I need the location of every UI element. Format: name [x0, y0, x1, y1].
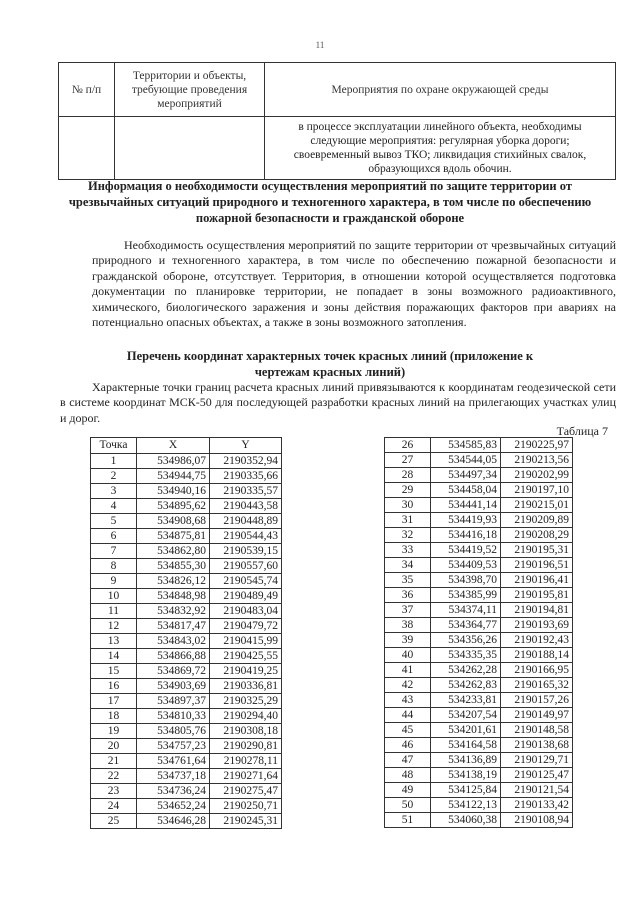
- point-number-cell: 49: [385, 783, 431, 798]
- table-row: [385, 513, 573, 528]
- table-row: [91, 514, 282, 529]
- emergency-paragraph-text: Необходимость осуществления мероприятий по защите территории от чрезвычайных ситуаций природного и техногенного характера, в том числе по обеспечению пожарной безопасности и гражданской обороне, отсутствует. Территория, в отношении которой осуществляется подготовка документации по планировке территории, не попадает в зоны возможного радиоактивного, химического, биологического заражения и зоны действия поражающих факторов при авариях на потенциально опасных объектах, а также в зоны возможного затопления.: [92, 238, 616, 330]
- point-number-cell: 13: [91, 634, 137, 649]
- table-row: [385, 798, 573, 813]
- y-coordinate-cell: 2190271,64: [210, 769, 282, 784]
- x-coordinate-cell: 534895,62: [137, 499, 210, 514]
- table-row: [385, 663, 573, 678]
- point-number-cell: 25: [91, 814, 137, 829]
- table-row: [385, 438, 573, 453]
- y-coordinate-cell: 2190192,43: [501, 633, 573, 648]
- x-coordinate-cell: 534817,47: [137, 619, 210, 634]
- point-number-cell: 18: [91, 709, 137, 724]
- x-coordinate-cell: 534122,13: [431, 798, 501, 813]
- point-number-cell: 43: [385, 693, 431, 708]
- coordinates-paragraph: [60, 380, 616, 426]
- y-coordinate-cell: 2190108,94: [501, 813, 573, 828]
- x-coordinate-cell: 534848,98: [137, 589, 210, 604]
- table-row: [91, 694, 282, 709]
- column-header-territories: Территории и объекты, требующие проведения мероприятий: [115, 63, 265, 117]
- point-number-cell: 9: [91, 574, 137, 589]
- point-number-cell: 4: [91, 499, 137, 514]
- point-number-cell: 34: [385, 558, 431, 573]
- table-row: [91, 469, 282, 484]
- point-number-cell: 50: [385, 798, 431, 813]
- table-row: [91, 559, 282, 574]
- x-coordinate-cell: 534908,68: [137, 514, 210, 529]
- x-coordinate-cell: 534810,33: [137, 709, 210, 724]
- point-number-cell: 33: [385, 543, 431, 558]
- table-row: [385, 603, 573, 618]
- x-coordinate-cell: 534398,70: [431, 573, 501, 588]
- y-coordinate-cell: 2190352,94: [210, 454, 282, 469]
- measures-text-cell: в процессе эксплуатации линейного объекта, необходимы следующие мероприятия: регулярная уборка дороги; своевременный вывоз ТКО; ликвидация стихийных свалок, образующихся вдоль обочин.: [265, 117, 616, 180]
- table-row: [91, 679, 282, 694]
- coordinates-table-left: [90, 437, 282, 829]
- x-coordinate-cell: 534207,54: [431, 708, 501, 723]
- y-coordinate-cell: 2190165,32: [501, 678, 573, 693]
- x-coordinate-cell: 534843,02: [137, 634, 210, 649]
- table-row: [91, 769, 282, 784]
- y-coordinate-cell: 2190195,31: [501, 543, 573, 558]
- point-number-cell: 24: [91, 799, 137, 814]
- y-coordinate-cell: 2190129,71: [501, 753, 573, 768]
- y-coordinate-cell: 2190194,81: [501, 603, 573, 618]
- table-row: [385, 678, 573, 693]
- point-number-cell: 16: [91, 679, 137, 694]
- y-coordinate-cell: 2190335,66: [210, 469, 282, 484]
- y-coordinate-cell: 2190557,60: [210, 559, 282, 574]
- y-coordinate-cell: 2190166,95: [501, 663, 573, 678]
- point-number-cell: 32: [385, 528, 431, 543]
- y-coordinate-cell: 2190443,58: [210, 499, 282, 514]
- x-coordinate-cell: 534385,99: [431, 588, 501, 603]
- table-caption: Таблица 7: [556, 424, 608, 438]
- table-row: [385, 753, 573, 768]
- point-number-cell: 44: [385, 708, 431, 723]
- x-coordinate-cell: 534419,52: [431, 543, 501, 558]
- table-row: [91, 784, 282, 799]
- table-row: [385, 588, 573, 603]
- table-row: [385, 813, 573, 828]
- x-coordinate-cell: 534497,34: [431, 468, 501, 483]
- point-number-cell: 12: [91, 619, 137, 634]
- table-row: [91, 484, 282, 499]
- x-coordinate-cell: 534805,76: [137, 724, 210, 739]
- x-coordinate-cell: 534136,89: [431, 753, 501, 768]
- y-coordinate-cell: 2190294,40: [210, 709, 282, 724]
- point-number-cell: 19: [91, 724, 137, 739]
- y-coordinate-cell: 2190148,58: [501, 723, 573, 738]
- y-coordinate-cell: 2190149,97: [501, 708, 573, 723]
- point-number-cell: 5: [91, 514, 137, 529]
- table-row: [385, 768, 573, 783]
- column-header-y: Y: [210, 438, 282, 454]
- y-coordinate-cell: 2190545,74: [210, 574, 282, 589]
- table-cell-empty: [115, 117, 265, 180]
- x-coordinate-cell: 534903,69: [137, 679, 210, 694]
- table-row: [385, 573, 573, 588]
- column-header-measures: Мероприятия по охране окружающей среды: [265, 63, 616, 117]
- x-coordinate-cell: 534761,64: [137, 754, 210, 769]
- table-row: [59, 117, 616, 180]
- environmental-measures-table: [58, 62, 616, 180]
- y-coordinate-cell: 2190202,99: [501, 468, 573, 483]
- point-number-cell: 39: [385, 633, 431, 648]
- table-row: [385, 618, 573, 633]
- point-number-cell: 6: [91, 529, 137, 544]
- table-row: [385, 723, 573, 738]
- x-coordinate-cell: 534585,83: [431, 438, 501, 453]
- y-coordinate-cell: 2190197,10: [501, 483, 573, 498]
- table-row: [385, 468, 573, 483]
- x-coordinate-cell: 534262,28: [431, 663, 501, 678]
- y-coordinate-cell: 2190539,15: [210, 544, 282, 559]
- table-row: [385, 498, 573, 513]
- y-coordinate-cell: 2190250,71: [210, 799, 282, 814]
- x-coordinate-cell: 534737,18: [137, 769, 210, 784]
- x-coordinate-cell: 534419,93: [431, 513, 501, 528]
- table-row: [385, 633, 573, 648]
- table-row: [385, 483, 573, 498]
- point-number-cell: 48: [385, 768, 431, 783]
- point-number-cell: 17: [91, 694, 137, 709]
- column-header-x: X: [137, 438, 210, 454]
- y-coordinate-cell: 2190278,11: [210, 754, 282, 769]
- y-coordinate-cell: 2190425,55: [210, 649, 282, 664]
- point-number-cell: 42: [385, 678, 431, 693]
- table-row: [91, 754, 282, 769]
- point-number-cell: 2: [91, 469, 137, 484]
- point-number-cell: 51: [385, 813, 431, 828]
- point-number-cell: 45: [385, 723, 431, 738]
- coordinates-paragraph-text: Характерные точки границ расчета красных линий привязываются к координатам геодезической сети в системе координат МСК-50 для последующей разработки красных линий на прилегающих участках улиц и дорог.: [60, 380, 616, 425]
- table-row: [91, 664, 282, 679]
- point-number-cell: 20: [91, 739, 137, 754]
- y-coordinate-cell: 2190419,25: [210, 664, 282, 679]
- x-coordinate-cell: 534138,19: [431, 768, 501, 783]
- y-coordinate-cell: 2190489,49: [210, 589, 282, 604]
- x-coordinate-cell: 534736,24: [137, 784, 210, 799]
- point-number-cell: 14: [91, 649, 137, 664]
- table-row: [385, 693, 573, 708]
- x-coordinate-cell: 534201,61: [431, 723, 501, 738]
- table-row: [385, 648, 573, 663]
- x-coordinate-cell: 534544,05: [431, 453, 501, 468]
- y-coordinate-cell: 2190196,51: [501, 558, 573, 573]
- y-coordinate-cell: 2190325,29: [210, 694, 282, 709]
- point-number-cell: 30: [385, 498, 431, 513]
- y-coordinate-cell: 2190415,99: [210, 634, 282, 649]
- table-row: [385, 783, 573, 798]
- table-row: [91, 814, 282, 829]
- x-coordinate-cell: 534832,92: [137, 604, 210, 619]
- y-coordinate-cell: 2190544,43: [210, 529, 282, 544]
- point-number-cell: 27: [385, 453, 431, 468]
- point-number-cell: 10: [91, 589, 137, 604]
- point-number-cell: 23: [91, 784, 137, 799]
- point-number-cell: 31: [385, 513, 431, 528]
- y-coordinate-cell: 2190335,57: [210, 484, 282, 499]
- y-coordinate-cell: 2190188,14: [501, 648, 573, 663]
- coordinates-heading: Перечень координат характерных точек красных линий (приложение к чертежам красных линий): [126, 349, 534, 379]
- x-coordinate-cell: 534335,35: [431, 648, 501, 663]
- coordinates-table-right: [384, 437, 573, 828]
- table-row: [91, 619, 282, 634]
- y-coordinate-cell: 2190215,01: [501, 498, 573, 513]
- y-coordinate-cell: 2190196,41: [501, 573, 573, 588]
- table-row: [91, 529, 282, 544]
- point-number-cell: 26: [385, 438, 431, 453]
- point-number-cell: 28: [385, 468, 431, 483]
- x-coordinate-cell: 534940,16: [137, 484, 210, 499]
- table-row: [91, 739, 282, 754]
- point-number-cell: 35: [385, 573, 431, 588]
- x-coordinate-cell: 534458,04: [431, 483, 501, 498]
- x-coordinate-cell: 534233,81: [431, 693, 501, 708]
- x-coordinate-cell: 534652,24: [137, 799, 210, 814]
- point-number-cell: 36: [385, 588, 431, 603]
- point-number-cell: 40: [385, 648, 431, 663]
- table-header-row: [91, 438, 282, 454]
- x-coordinate-cell: 534164,58: [431, 738, 501, 753]
- point-number-cell: 21: [91, 754, 137, 769]
- column-header-point: Точка: [91, 438, 137, 454]
- x-coordinate-cell: 534364,77: [431, 618, 501, 633]
- y-coordinate-cell: 2190245,31: [210, 814, 282, 829]
- table-row: [91, 649, 282, 664]
- table-row: [385, 738, 573, 753]
- point-number-cell: 38: [385, 618, 431, 633]
- emergency-paragraph: [92, 238, 616, 330]
- x-coordinate-cell: 534826,12: [137, 574, 210, 589]
- emergency-heading: Информация о необходимости осуществления мероприятий по защите территории от чрезвычайных ситуаций природного и техногенного характера, в том числе по обеспечению пожарной безопасности и гражданской обороне: [68, 179, 592, 225]
- point-number-cell: 11: [91, 604, 137, 619]
- x-coordinate-cell: 534875,81: [137, 529, 210, 544]
- table-row: [91, 709, 282, 724]
- table-row: [91, 454, 282, 469]
- x-coordinate-cell: 534356,26: [431, 633, 501, 648]
- column-header-number: № п/п: [59, 63, 115, 117]
- y-coordinate-cell: 2190209,89: [501, 513, 573, 528]
- x-coordinate-cell: 534646,28: [137, 814, 210, 829]
- point-number-cell: 8: [91, 559, 137, 574]
- y-coordinate-cell: 2190208,29: [501, 528, 573, 543]
- y-coordinate-cell: 2190275,47: [210, 784, 282, 799]
- x-coordinate-cell: 534374,11: [431, 603, 501, 618]
- y-coordinate-cell: 2190308,18: [210, 724, 282, 739]
- page-number: 11: [315, 40, 325, 50]
- table-header-row: [59, 63, 616, 117]
- table-cell-empty: [59, 117, 115, 180]
- x-coordinate-cell: 534986,07: [137, 454, 210, 469]
- x-coordinate-cell: 534416,18: [431, 528, 501, 543]
- table-row: [385, 453, 573, 468]
- y-coordinate-cell: 2190133,42: [501, 798, 573, 813]
- point-number-cell: 29: [385, 483, 431, 498]
- x-coordinate-cell: 534862,80: [137, 544, 210, 559]
- y-coordinate-cell: 2190193,69: [501, 618, 573, 633]
- y-coordinate-cell: 2190483,04: [210, 604, 282, 619]
- table-row: [385, 543, 573, 558]
- x-coordinate-cell: 534897,37: [137, 694, 210, 709]
- y-coordinate-cell: 2190195,81: [501, 588, 573, 603]
- point-number-cell: 15: [91, 664, 137, 679]
- x-coordinate-cell: 534060,38: [431, 813, 501, 828]
- y-coordinate-cell: 2190121,54: [501, 783, 573, 798]
- x-coordinate-cell: 534262,83: [431, 678, 501, 693]
- table-row: [91, 634, 282, 649]
- x-coordinate-cell: 534866,88: [137, 649, 210, 664]
- point-number-cell: 3: [91, 484, 137, 499]
- y-coordinate-cell: 2190448,89: [210, 514, 282, 529]
- point-number-cell: 7: [91, 544, 137, 559]
- point-number-cell: 22: [91, 769, 137, 784]
- table-row: [385, 558, 573, 573]
- x-coordinate-cell: 534409,53: [431, 558, 501, 573]
- point-number-cell: 41: [385, 663, 431, 678]
- table-row: [91, 499, 282, 514]
- y-coordinate-cell: 2190125,47: [501, 768, 573, 783]
- y-coordinate-cell: 2190138,68: [501, 738, 573, 753]
- x-coordinate-cell: 534757,23: [137, 739, 210, 754]
- point-number-cell: 47: [385, 753, 431, 768]
- x-coordinate-cell: 534869,72: [137, 664, 210, 679]
- y-coordinate-cell: 2190290,81: [210, 739, 282, 754]
- y-coordinate-cell: 2190157,26: [501, 693, 573, 708]
- y-coordinate-cell: 2190336,81: [210, 679, 282, 694]
- y-coordinate-cell: 2190479,72: [210, 619, 282, 634]
- table-row: [91, 589, 282, 604]
- table-row: [91, 544, 282, 559]
- table-row: [385, 708, 573, 723]
- table-row: [91, 799, 282, 814]
- point-number-cell: 46: [385, 738, 431, 753]
- point-number-cell: 1: [91, 454, 137, 469]
- table-row: [91, 724, 282, 739]
- x-coordinate-cell: 534125,84: [431, 783, 501, 798]
- y-coordinate-cell: 2190213,56: [501, 453, 573, 468]
- table-row: [91, 604, 282, 619]
- x-coordinate-cell: 534441,14: [431, 498, 501, 513]
- table-row: [91, 574, 282, 589]
- table-row: [385, 528, 573, 543]
- x-coordinate-cell: 534855,30: [137, 559, 210, 574]
- y-coordinate-cell: 2190225,97: [501, 438, 573, 453]
- point-number-cell: 37: [385, 603, 431, 618]
- x-coordinate-cell: 534944,75: [137, 469, 210, 484]
